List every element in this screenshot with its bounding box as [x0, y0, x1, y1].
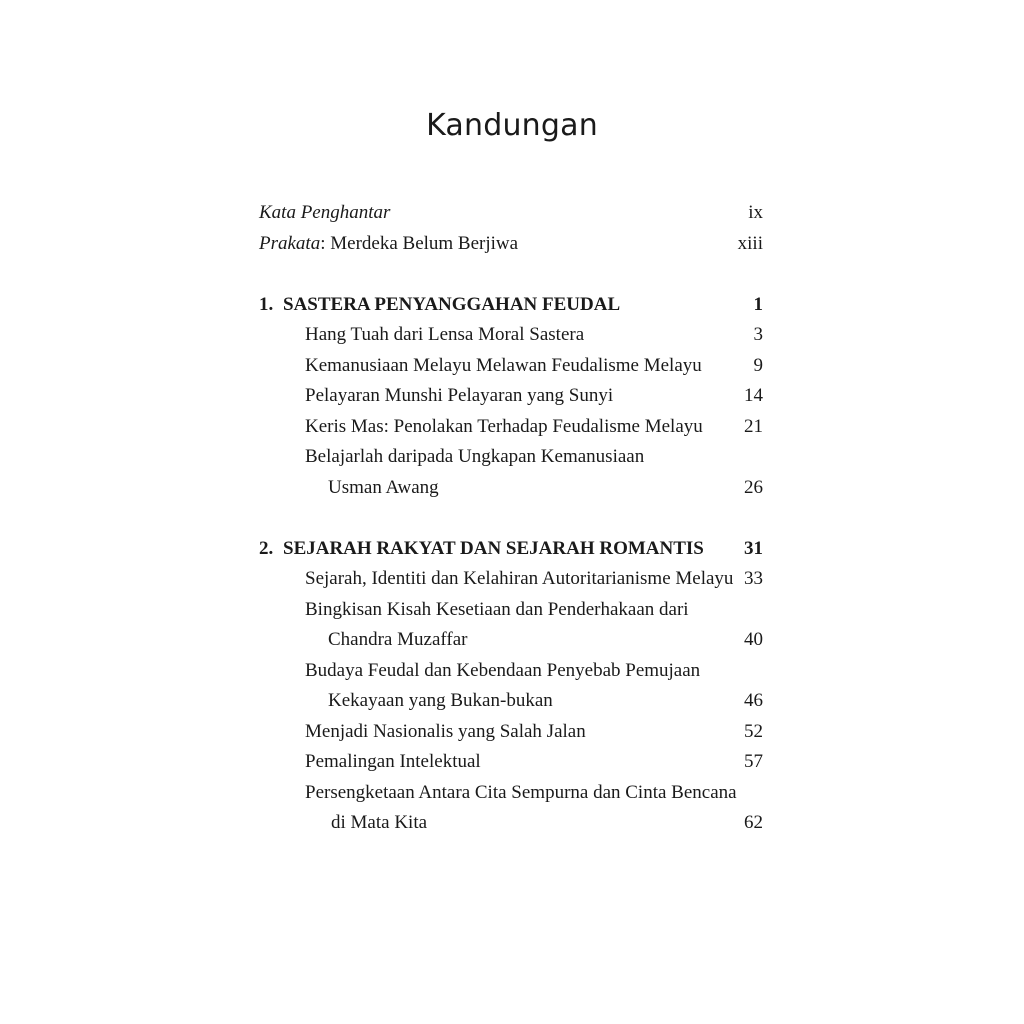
section-spacer: [259, 259, 763, 290]
toc-entry-label: Chandra Muzaffar: [328, 629, 468, 650]
toc-page-number: 14: [744, 385, 763, 406]
chapter-title: 2. SEJARAH RAKYAT DAN SEJARAH ROMANTIS: [259, 537, 704, 559]
toc-entry[interactable]: [259, 778, 763, 809]
toc-page-number: 9: [753, 354, 763, 376]
toc-entry-label: Budaya Feudal dan Kebendaan Penyebab Pemujaan: [305, 659, 701, 681]
toc-entry-label: Persengketaan Antara Cita Sempurna dan Cinta Bencana: [305, 781, 737, 803]
toc-entry-label: Bingkisan Kisah Kesetiaan dan Penderhakaan dari: [305, 598, 689, 620]
toc-page-number: 1: [753, 293, 763, 315]
toc-entry-prakata[interactable]: [259, 229, 763, 260]
toc-page-number: 26: [744, 476, 763, 498]
toc-page-number: 21: [744, 415, 763, 437]
toc-entry-label: Keris Mas: Penolakan Terhadap Feudalisme Melayu: [305, 415, 703, 437]
chapter-heading-2[interactable]: [259, 534, 763, 565]
toc-entry-label: Kekayaan yang Bukan-bukan: [328, 690, 553, 711]
toc-entry[interactable]: [259, 564, 763, 595]
toc-page-number: xiii: [737, 232, 763, 254]
toc-entry[interactable]: [259, 717, 763, 748]
toc-entry-continuation[interactable]: [259, 473, 763, 504]
toc-page-number: ix: [748, 202, 763, 223]
toc-entry-label: Usman Awang: [328, 476, 439, 498]
toc-entry-label: Sejarah, Identiti dan Kelahiran Autoritarianisme Melayu: [305, 568, 734, 589]
toc-entry-label: Prakata: Merdeka Belum Berjiwa: [259, 232, 519, 254]
toc-entry[interactable]: [259, 747, 763, 778]
toc-page-number: 62: [744, 812, 763, 833]
toc-entry-label: Menjadi Nasionalis yang Salah Jalan: [305, 720, 586, 742]
page-title: Kandungan: [426, 108, 598, 144]
toc-entry-continuation[interactable]: [259, 686, 763, 717]
section-spacer: [259, 503, 763, 534]
toc-page-number: 40: [744, 629, 763, 650]
toc-page-number: 46: [744, 690, 763, 711]
toc-page-number: 3: [753, 324, 763, 345]
toc-entry-label: Belajarlah daripada Ungkapan Kemanusiaan: [305, 446, 645, 467]
toc-entry-label: Hang Tuah dari Lensa Moral Sastera: [305, 324, 585, 345]
toc-entry[interactable]: [259, 381, 763, 412]
chapter-heading-1[interactable]: [259, 290, 763, 321]
toc-entry-label: Kemanusiaan Melayu Melawan Feudalisme Melayu: [305, 354, 702, 376]
toc-entry[interactable]: [259, 320, 763, 351]
toc-entry-label: Pelayaran Munshi Pelayaran yang Sunyi: [305, 385, 614, 406]
toc-page-number: 31: [744, 537, 763, 559]
toc-entry[interactable]: [259, 412, 763, 443]
toc-entry-continuation[interactable]: [259, 625, 763, 656]
toc-entry[interactable]: [259, 656, 763, 687]
toc-entry-label: Pemalingan Intelektual: [305, 751, 481, 772]
toc-entry[interactable]: [259, 595, 763, 626]
toc-entry-label: di Mata Kita: [331, 812, 428, 833]
toc-page-number: 52: [744, 720, 763, 742]
toc-entry[interactable]: [259, 442, 763, 473]
toc-entry-continuation[interactable]: [259, 808, 763, 839]
table-of-contents: [259, 198, 763, 839]
toc-entry[interactable]: [259, 351, 763, 382]
toc-entry-kata-penghantar[interactable]: [259, 198, 763, 229]
toc-page-number: 57: [744, 751, 763, 772]
toc-page-number: 33: [744, 568, 763, 589]
toc-entry-label: Kata Penghantar: [259, 202, 391, 223]
chapter-title: 1. SASTERA PENYANGGAHAN FEUDAL: [259, 293, 621, 315]
